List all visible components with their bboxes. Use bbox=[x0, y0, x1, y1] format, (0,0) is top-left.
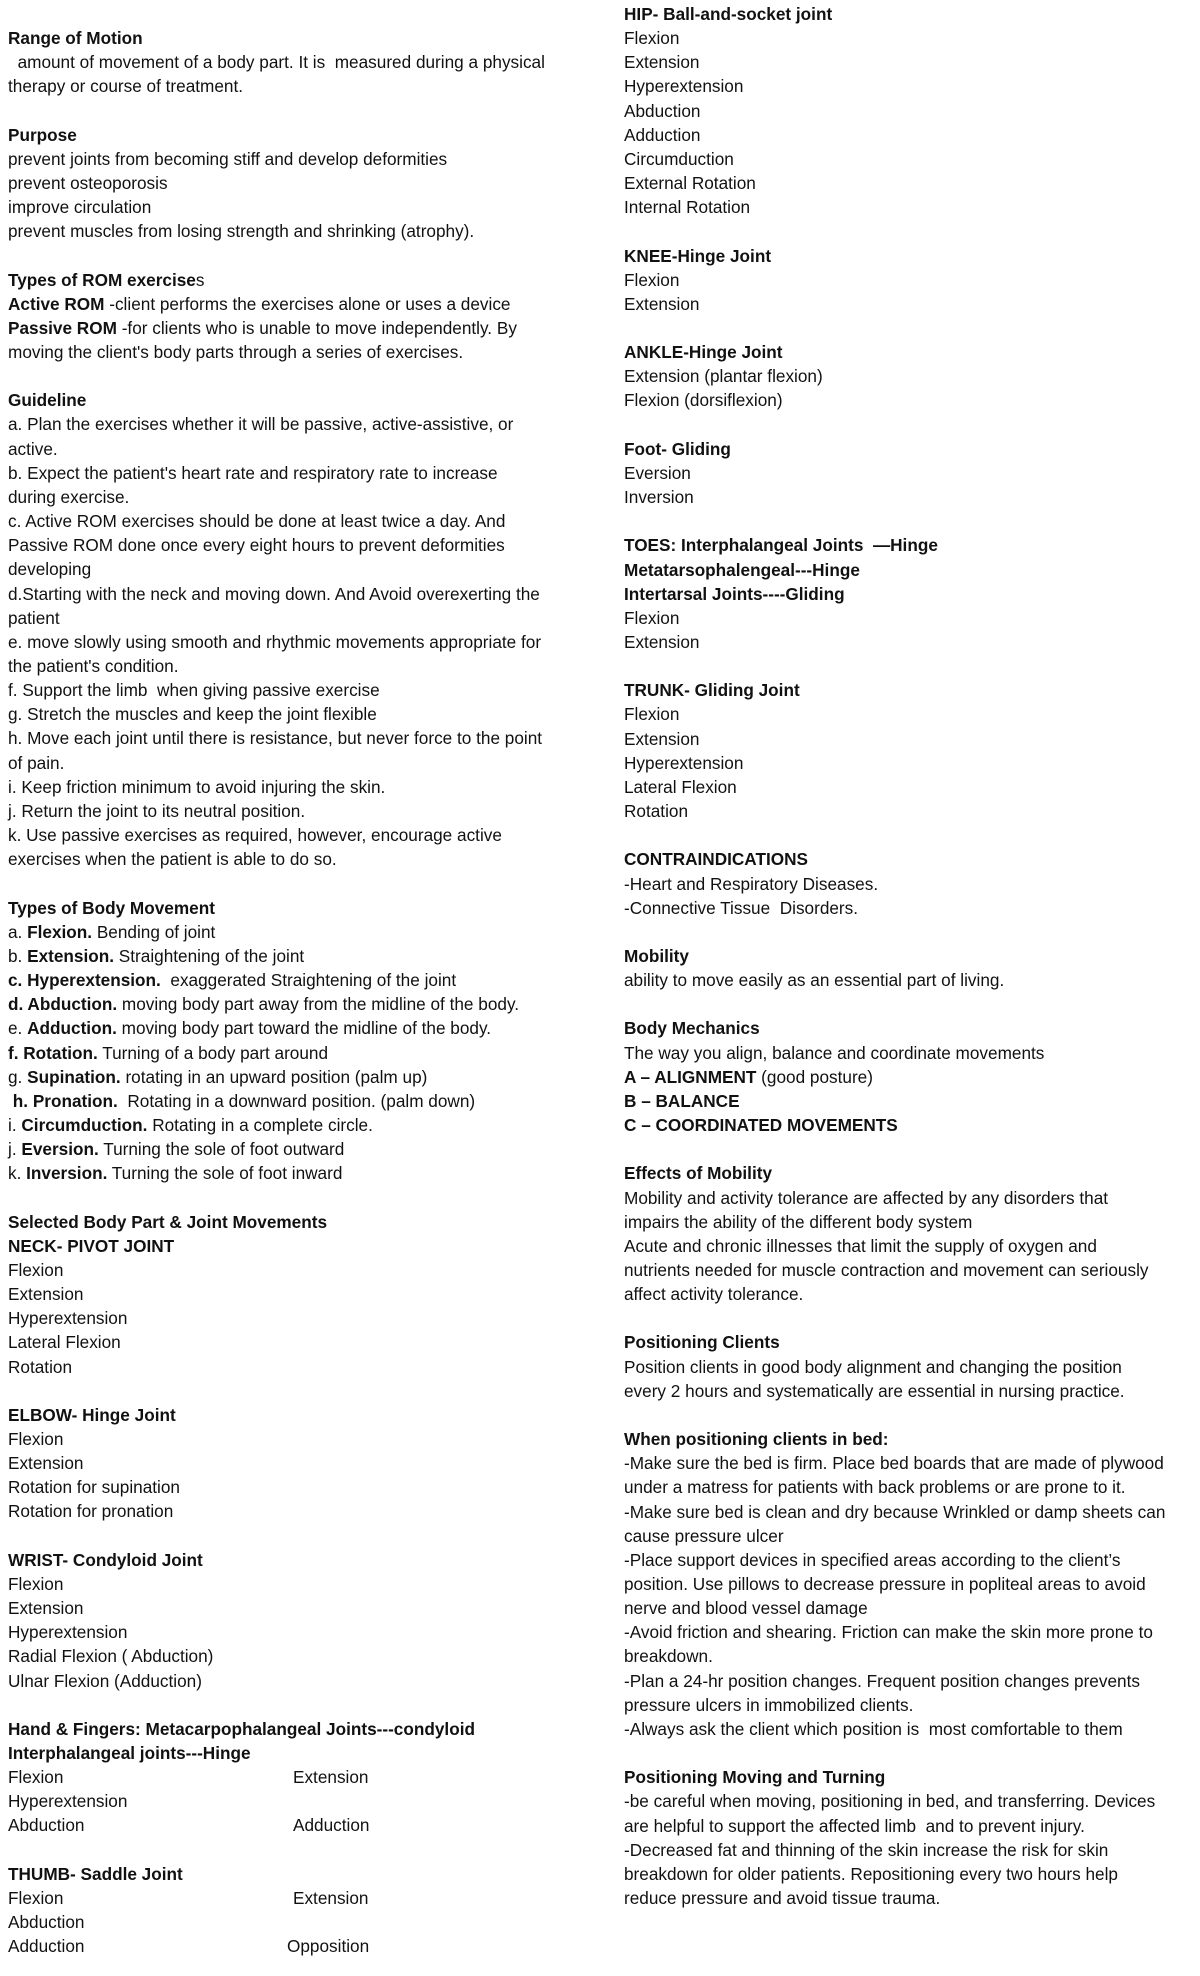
term-description: Rotating in a downward position. (palm down) bbox=[117, 1090, 476, 1111]
line-prefix: k. bbox=[8, 1163, 27, 1184]
text-line: Eversion bbox=[624, 462, 691, 483]
mixed-text-line bbox=[8, 1137, 593, 1161]
mixed-text-line bbox=[8, 920, 593, 944]
text-line: reduce pressure and avoid tissue trauma. bbox=[624, 1888, 941, 1908]
text-line: j. Return the joint to its neutral position. bbox=[8, 800, 306, 821]
text-line: -Heart and Respiratory Diseases. bbox=[624, 873, 879, 894]
text-line: e. move slowly using smooth and rhythmic movements appropriate for bbox=[8, 631, 542, 652]
mixed-text-line bbox=[8, 316, 593, 340]
term-description: Turning of a body part around bbox=[97, 1042, 329, 1063]
text-line: Flexion bbox=[8, 1428, 64, 1449]
blank-line bbox=[624, 413, 1196, 437]
text-line: during exercise. bbox=[8, 486, 130, 507]
term-description: Turning the sole of foot inward bbox=[107, 1163, 343, 1184]
text-line: k. Use passive exercises as required, however, encourage active bbox=[8, 825, 502, 846]
mixed-text-line bbox=[8, 268, 593, 292]
two-column-line bbox=[8, 1789, 593, 1813]
bold-term: Circumduction. bbox=[21, 1114, 148, 1135]
text-line: Flexion bbox=[8, 1573, 64, 1594]
blank-line bbox=[624, 1306, 1196, 1330]
mixed-text-line bbox=[8, 992, 593, 1016]
movement-left: Flexion bbox=[8, 1767, 64, 1788]
blank-line bbox=[624, 1741, 1196, 1765]
mixed-text-line bbox=[8, 968, 593, 992]
text-line: Internal Rotation bbox=[624, 197, 751, 218]
mixed-text-line bbox=[8, 1089, 593, 1113]
text-line: therapy or course of treatment. bbox=[8, 76, 244, 97]
mixed-text-line bbox=[8, 944, 593, 968]
text-line: Passive ROM done once every eight hours to prevent deformities bbox=[8, 535, 505, 556]
text-line: Hyperextension bbox=[624, 76, 744, 97]
blank-line bbox=[624, 1137, 1196, 1161]
text-line: every 2 hours and systematically are essential in nursing practice. bbox=[624, 1380, 1125, 1401]
text-line: Extension (plantar flexion) bbox=[624, 366, 823, 387]
term-description: -for clients who is unable to move independently. By bbox=[116, 317, 517, 338]
text-line: Rotation for supination bbox=[8, 1477, 180, 1498]
section-heading: HIP- Ball-and-socket joint bbox=[624, 4, 833, 24]
movement-right: Extension bbox=[293, 1767, 369, 1788]
section-heading: WRIST- Condyloid Joint bbox=[8, 1549, 203, 1570]
text-line: -Decreased fat and thinning of the skin increase the risk for skin bbox=[624, 1839, 1109, 1860]
blank-line bbox=[624, 1403, 1196, 1427]
text-line: amount of movement of a body part. It is measured during a physical bbox=[8, 52, 545, 73]
text-line: are helpful to support the affected limb and to prevent injury. bbox=[624, 1815, 1085, 1836]
left-column bbox=[8, 26, 593, 1958]
blank-line bbox=[8, 1838, 593, 1862]
text-line: i. Keep friction minimum to avoid injuring the skin. bbox=[8, 776, 386, 797]
text-line: Lateral Flexion bbox=[8, 1332, 121, 1353]
bold-term: A – ALIGNMENT bbox=[624, 1066, 757, 1087]
text-line: Position clients in good body alignment and changing the position bbox=[624, 1356, 1122, 1377]
movement-left: Abduction bbox=[8, 1815, 85, 1836]
text-line: of pain. bbox=[8, 752, 65, 773]
blank-line bbox=[8, 364, 593, 388]
text-line: impairs the ability of the different body system bbox=[624, 1211, 973, 1232]
text-line: position. Use pillows to decrease pressure in popliteal areas to avoid bbox=[624, 1573, 1146, 1594]
text-line: nerve and blood vessel damage bbox=[624, 1598, 868, 1619]
blank-line bbox=[8, 1185, 593, 1209]
section-heading: Positioning Clients bbox=[624, 1332, 780, 1353]
term-description: rotating in an upward position (palm up) bbox=[120, 1066, 428, 1087]
bold-term: Passive ROM bbox=[8, 317, 117, 338]
line-prefix: g. bbox=[8, 1066, 28, 1087]
text-line: Hyperextension bbox=[8, 1308, 128, 1329]
two-column-line bbox=[8, 1813, 593, 1837]
text-line: Ulnar Flexion (Adduction) bbox=[8, 1670, 202, 1691]
blank-line bbox=[8, 243, 593, 267]
section-heading: Hand & Fingers: Metacarpophalangeal Joints---condyloid bbox=[8, 1718, 475, 1739]
bold-term: c. Hyperextension. bbox=[8, 970, 161, 991]
bold-term: Extension. bbox=[27, 945, 115, 966]
text-line: Abduction bbox=[624, 100, 701, 121]
blank-line bbox=[624, 992, 1196, 1016]
mixed-text-line bbox=[8, 1161, 593, 1185]
term-description: moving body part toward the midline of the body. bbox=[116, 1018, 492, 1039]
text-line: Flexion bbox=[8, 1259, 64, 1280]
section-heading: Foot- Gliding bbox=[624, 438, 731, 459]
section-heading: B – BALANCE bbox=[624, 1090, 740, 1111]
term-description: moving body part away from the midline of the body. bbox=[117, 994, 520, 1015]
text-line: Flexion bbox=[624, 269, 680, 290]
blank-line bbox=[624, 219, 1196, 243]
bold-term: Supination. bbox=[27, 1066, 121, 1087]
section-heading: Effects of Mobility bbox=[624, 1163, 773, 1184]
text-line: Flexion bbox=[624, 28, 680, 49]
section-heading: NECK- PIVOT JOINT bbox=[8, 1235, 175, 1256]
section-heading: Selected Body Part & Joint Movements bbox=[8, 1211, 328, 1232]
movement-left: Adduction bbox=[8, 1936, 85, 1957]
text-line: d.Starting with the neck and moving down. And Avoid overexerting the bbox=[8, 583, 540, 604]
text-line: Lateral Flexion bbox=[624, 776, 737, 797]
term-description: Bending of joint bbox=[92, 921, 216, 942]
bold-term: Active ROM bbox=[8, 293, 105, 314]
section-heading: Body Mechanics bbox=[624, 1018, 760, 1039]
text-line: Rotation for pronation bbox=[8, 1501, 174, 1522]
text-line: Extension bbox=[624, 293, 700, 314]
blank-line bbox=[8, 1379, 593, 1403]
two-column-line bbox=[8, 1910, 593, 1934]
mixed-text-line bbox=[8, 1016, 593, 1040]
text-line: c. Active ROM exercises should be done at least twice a day. And bbox=[8, 511, 506, 532]
mixed-text-line bbox=[624, 1065, 1196, 1089]
movement-right: Extension bbox=[293, 1887, 369, 1908]
section-heading: Positioning Moving and Turning bbox=[624, 1767, 886, 1788]
section-heading: Intertarsal Joints----Gliding bbox=[624, 583, 845, 604]
text-line: ability to move easily as an essential part of living. bbox=[624, 970, 1005, 991]
text-line: -Place support devices in specified areas according to the client’s bbox=[624, 1549, 1121, 1570]
text-line: Acute and chronic illnesses that limit the supply of oxygen and bbox=[624, 1235, 1097, 1256]
text-line: Mobility and activity tolerance are affected by any disorders that bbox=[624, 1187, 1109, 1208]
text-line: Adduction bbox=[624, 124, 701, 145]
section-heading: Metatarsophalengeal---Hinge bbox=[624, 559, 860, 580]
text-line: g. Stretch the muscles and keep the joint flexible bbox=[8, 704, 377, 725]
section-heading: Range of Motion bbox=[8, 28, 143, 48]
section-heading: Purpose bbox=[8, 124, 77, 145]
section-heading: C – COORDINATED MOVEMENTS bbox=[624, 1115, 898, 1136]
bold-term: Inversion. bbox=[26, 1163, 108, 1184]
term-description: Straightening of the joint bbox=[114, 945, 305, 966]
text-line: -Plan a 24-hr position changes. Frequent position changes prevents bbox=[624, 1670, 1140, 1691]
text-line: affect activity tolerance. bbox=[624, 1284, 804, 1305]
bold-term: h. Pronation. bbox=[12, 1090, 118, 1111]
two-column-line bbox=[8, 1934, 593, 1958]
bold-term: Adduction. bbox=[27, 1018, 117, 1039]
mixed-text-line bbox=[8, 1113, 593, 1137]
term-description: -client performs the exercises alone or uses a device bbox=[104, 293, 511, 314]
text-line: Flexion bbox=[624, 704, 680, 725]
movement-left: Hyperextension bbox=[8, 1791, 128, 1812]
section-heading: Types of Body Movement bbox=[8, 897, 215, 918]
section-heading: TOES: Interphalangeal Joints —Hinge bbox=[624, 535, 938, 556]
mixed-text-line bbox=[8, 1065, 593, 1089]
text-line: prevent joints from becoming stiff and develop deformities bbox=[8, 148, 448, 169]
text-line: developing bbox=[8, 559, 92, 580]
right-column bbox=[624, 2, 1196, 1910]
text-line: active. bbox=[8, 438, 58, 459]
text-line: h. Move each joint until there is resistance, but never force to the point bbox=[8, 728, 543, 749]
text-line: nutrients needed for muscle contraction and movement can seriously bbox=[624, 1259, 1149, 1280]
text-line: prevent muscles from losing strength and shrinking (atrophy). bbox=[8, 221, 475, 242]
text-line: a. Plan the exercises whether it will be passive, active-assistive, or bbox=[8, 414, 514, 435]
text-line: cause pressure ulcer bbox=[624, 1525, 784, 1546]
term-description: (good posture) bbox=[756, 1066, 873, 1087]
section-heading: TRUNK- Gliding Joint bbox=[624, 680, 800, 701]
text-line: Extension bbox=[8, 1284, 84, 1305]
text-line: -Make sure the bed is firm. Place bed boards that are made of plywood bbox=[624, 1453, 1164, 1474]
movement-right: Opposition bbox=[287, 1936, 370, 1957]
text-line: Radial Flexion ( Abduction) bbox=[8, 1646, 214, 1667]
text-line: Hyperextension bbox=[8, 1622, 128, 1643]
text-line: -be careful when moving, positioning in bed, and transferring. Devices bbox=[624, 1791, 1156, 1812]
line-prefix: e. bbox=[8, 1018, 28, 1039]
text-line: exercises when the patient is able to do so. bbox=[8, 849, 337, 870]
blank-line bbox=[624, 920, 1196, 944]
section-heading: Interphalangeal joints---Hinge bbox=[8, 1742, 251, 1763]
text-line: improve circulation bbox=[8, 197, 152, 218]
section-heading: Mobility bbox=[624, 945, 689, 966]
line-prefix: i. bbox=[8, 1114, 22, 1135]
section-heading: ELBOW- Hinge Joint bbox=[8, 1404, 176, 1425]
text-line: Extension bbox=[8, 1453, 84, 1474]
term-description: Turning the sole of foot outward bbox=[98, 1139, 345, 1160]
mixed-text-line bbox=[8, 292, 593, 316]
text-line: The way you align, balance and coordinate movements bbox=[624, 1042, 1045, 1063]
term-description: s bbox=[195, 269, 205, 290]
text-line: Circumduction bbox=[624, 148, 734, 169]
line-prefix: a. bbox=[8, 921, 28, 942]
section-heading: Guideline bbox=[8, 390, 87, 411]
text-line: Extension bbox=[624, 632, 700, 652]
text-line: -Make sure bed is clean and dry because Wrinkled or damp sheets can bbox=[624, 1501, 1166, 1522]
blank-line bbox=[8, 1693, 593, 1717]
text-line: Flexion (dorsiflexion) bbox=[624, 390, 783, 411]
section-heading: CONTRAINDICATIONS bbox=[624, 849, 808, 870]
blank-line bbox=[624, 823, 1196, 847]
blank-line bbox=[624, 654, 1196, 678]
section-heading: KNEE-Hinge Joint bbox=[624, 245, 772, 266]
text-line: moving the client's body parts through a series of exercises. bbox=[8, 342, 464, 362]
text-line: -Avoid friction and shearing. Friction can make the skin more prone to bbox=[624, 1622, 1153, 1643]
line-prefix: b. bbox=[8, 945, 28, 966]
movement-right: Adduction bbox=[293, 1815, 370, 1836]
movement-left: Flexion bbox=[8, 1887, 64, 1908]
text-line: b. Expect the patient's heart rate and respiratory rate to increase bbox=[8, 462, 498, 483]
text-line: prevent osteoporosis bbox=[8, 172, 168, 193]
bold-term: Flexion. bbox=[27, 921, 93, 942]
bold-term: d. Abduction. bbox=[8, 994, 118, 1015]
text-line: -Connective Tissue Disorders. bbox=[624, 897, 859, 918]
text-line: Extension bbox=[624, 728, 700, 749]
text-line: patient bbox=[8, 607, 60, 628]
text-line: under a matress for patients with back problems or are prone to it. bbox=[624, 1477, 1126, 1498]
line-prefix: j. bbox=[8, 1139, 22, 1160]
text-line: Rotation bbox=[8, 1356, 73, 1377]
blank-line bbox=[8, 98, 593, 122]
text-line: Extension bbox=[624, 52, 700, 73]
text-line: -Always ask the client which position is most comfortable to them bbox=[624, 1718, 1123, 1739]
blank-line bbox=[8, 1524, 593, 1548]
text-line: Extension bbox=[8, 1598, 84, 1619]
section-heading: ANKLE-Hinge Joint bbox=[624, 342, 783, 363]
blank-line bbox=[624, 316, 1196, 340]
section-heading: THUMB- Saddle Joint bbox=[8, 1863, 183, 1884]
blank-line bbox=[624, 509, 1196, 533]
text-line: Flexion bbox=[624, 607, 680, 628]
mixed-text-line bbox=[8, 1041, 593, 1065]
text-line: Rotation bbox=[624, 801, 689, 822]
text-line: breakdown for older patients. Repositioning every two hours help bbox=[624, 1863, 1118, 1884]
movement-left: Abduction bbox=[8, 1912, 85, 1933]
section-heading: When positioning clients in bed: bbox=[624, 1429, 889, 1450]
text-line: Inversion bbox=[624, 487, 694, 508]
bold-term: f. Rotation. bbox=[8, 1042, 98, 1063]
two-column-line bbox=[8, 1886, 593, 1910]
text-line: the patient's condition. bbox=[8, 656, 179, 677]
blank-line bbox=[8, 871, 593, 895]
text-line: Hyperextension bbox=[624, 752, 744, 773]
bold-term: Types of ROM exercise bbox=[8, 269, 196, 290]
term-description: Rotating in a complete circle. bbox=[147, 1114, 373, 1135]
bold-term: Eversion. bbox=[21, 1139, 99, 1160]
text-line: pressure ulcers in immobilized clients. bbox=[624, 1694, 914, 1715]
two-column-line bbox=[8, 1765, 593, 1789]
text-line: f. Support the limb when giving passive exercise bbox=[8, 680, 380, 701]
text-line: External Rotation bbox=[624, 173, 756, 194]
term-description: exaggerated Straightening of the joint bbox=[160, 970, 457, 991]
text-line: breakdown. bbox=[624, 1646, 713, 1667]
